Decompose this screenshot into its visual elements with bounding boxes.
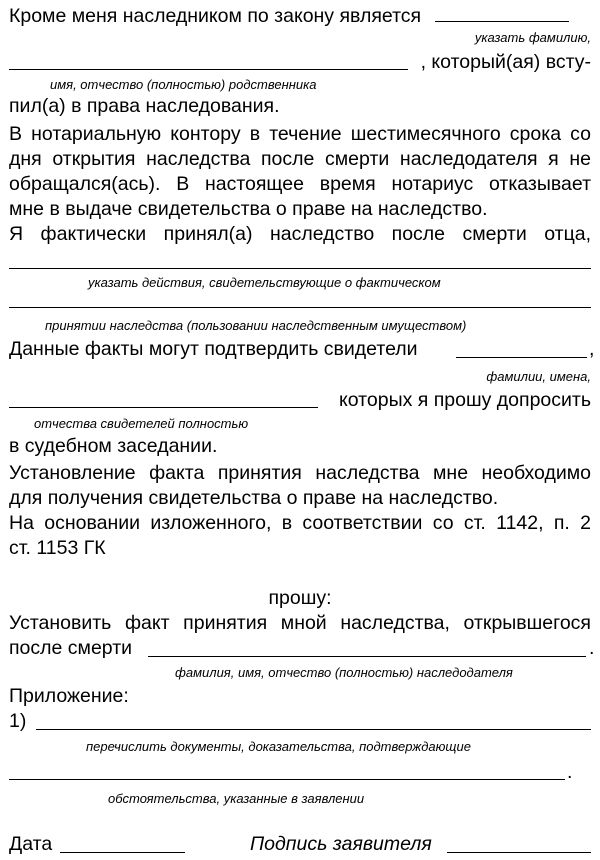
caption-surname: указать фамилию, bbox=[474, 30, 591, 45]
para3-line-1: На основании изложенного, в соответствии со ст. 1142, п. 2 bbox=[9, 512, 591, 534]
attachment-item-number: 1) bbox=[9, 710, 27, 732]
request-dot: . bbox=[589, 637, 595, 659]
witness-patronymics-blank[interactable] bbox=[9, 407, 318, 408]
relative-surname-blank[interactable] bbox=[435, 4, 569, 22]
attachment-dot: . bbox=[567, 761, 573, 783]
para1-line-4: мне в выдаче свидетельства о праве на наследство. bbox=[9, 198, 488, 220]
request-heading: прошу: bbox=[268, 587, 332, 609]
attachment-documents-blank[interactable] bbox=[36, 729, 591, 730]
witness-comma: , bbox=[589, 338, 595, 360]
attachment-heading: Приложение: bbox=[9, 685, 129, 707]
relative-name-blank[interactable] bbox=[9, 69, 408, 70]
heir-text: Кроме меня наследником по закону является bbox=[9, 5, 422, 27]
caption-circumstances: обстоятельства, указанные в заявлении bbox=[108, 791, 365, 806]
request-line-2: после смерти bbox=[9, 637, 133, 659]
request-line-1: Установить факт принятия мной наследства, открывшегося bbox=[9, 612, 591, 634]
para1-line-3: обращался(ась). В настоящее время нотариус отказывает bbox=[9, 173, 591, 195]
signature-label: Подпись заявителя bbox=[250, 833, 432, 855]
para1-line-2: дня открытия наследства после смерти наследодателя я не bbox=[9, 148, 591, 170]
caption-actions: указать действия, свидетельствующие о фактическом bbox=[88, 275, 441, 290]
caption-documents: перечислить документы, доказательства, подтверждающие bbox=[86, 739, 471, 754]
actions-blank-1[interactable] bbox=[9, 268, 591, 269]
witness-tail: которых я прошу допросить bbox=[339, 389, 591, 411]
para3-line-2: ст. 1153 ГК bbox=[9, 537, 106, 559]
court-line: в судебном заседании. bbox=[9, 435, 218, 457]
witness-line: Данные факты могут подтвердить свидетели bbox=[9, 338, 418, 360]
caption-witness-patronymics: отчества свидетелей полностью bbox=[34, 416, 249, 431]
para2-line-2: для получения свидетельства о праве на наследство. bbox=[9, 487, 499, 509]
entered-rights-tail: , который(ая) всту- bbox=[420, 51, 591, 73]
entered-rights-line: пил(а) в права наследования. bbox=[9, 95, 280, 117]
accepted-line: Я фактически принял(а) наследство после смерти отца, bbox=[9, 223, 591, 245]
caption-decedent-name: фамилия, имя, отчество (полностью) наследодателя bbox=[175, 665, 513, 680]
signature-blank[interactable] bbox=[447, 852, 591, 853]
para1-line-1: В нотариальную контору в течение шестимесячного срока со bbox=[9, 123, 591, 145]
date-label: Дата bbox=[9, 833, 53, 855]
para2-line-1: Установление факта принятия наследства мне необходимо bbox=[9, 462, 591, 484]
attachment-circumstances-blank[interactable] bbox=[9, 779, 565, 780]
caption-relative-name: имя, отчество (полностью) родственника bbox=[50, 77, 317, 92]
decedent-name-blank[interactable] bbox=[148, 656, 586, 657]
date-blank[interactable] bbox=[60, 852, 185, 853]
witness-names-blank[interactable] bbox=[456, 357, 587, 358]
heir-line bbox=[9, 4, 591, 28]
caption-witness-names: фамилии, имена, bbox=[486, 369, 591, 384]
actions-blank-2[interactable] bbox=[9, 307, 591, 308]
caption-property-use: принятии наследства (пользовании наследственным имуществом) bbox=[45, 318, 467, 333]
